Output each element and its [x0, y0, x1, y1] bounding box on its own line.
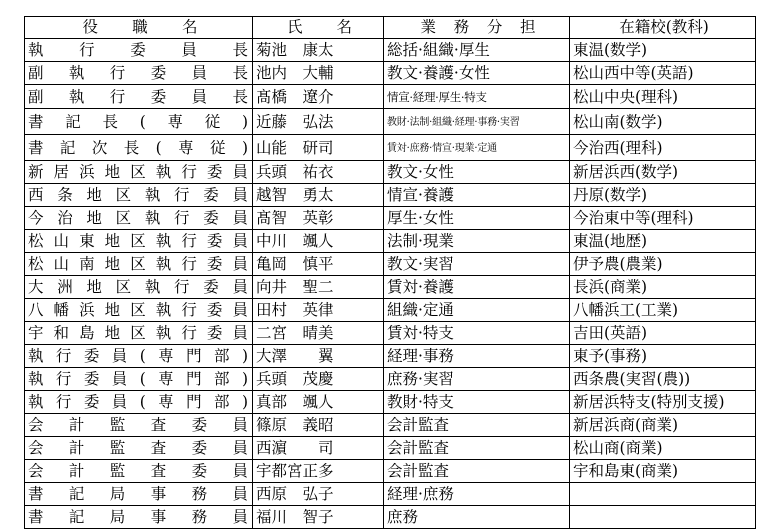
header-school-label: 在籍校(教科) — [619, 18, 709, 36]
table-row — [25, 85, 756, 109]
table-row — [25, 506, 756, 529]
duty-cell-text: 組織·定通 — [387, 301, 454, 319]
duty-cell-text: 会計監査 — [387, 462, 450, 480]
name-cell-text: 宇都宮正多 — [256, 462, 334, 480]
role-cell-text: 松山南地区執行委員 — [28, 255, 248, 273]
name-cell-text: 篠原 義昭 — [256, 416, 334, 434]
duty-cell — [384, 207, 570, 230]
school-cell — [570, 85, 756, 109]
role-cell — [25, 109, 253, 135]
school-cell — [570, 276, 756, 299]
duty-cell — [384, 135, 570, 161]
school-cell-text: 吉田(英語) — [573, 324, 648, 342]
role-cell — [25, 207, 253, 230]
duty-cell-text: 経理·事務 — [387, 347, 454, 365]
duty-cell-text: 会計監査 — [387, 416, 450, 434]
name-cell — [253, 460, 384, 483]
name-cell-text: 兵頭 茂慶 — [256, 370, 334, 388]
duty-cell-text: 教文·養護·女性 — [387, 64, 490, 82]
role-cell — [25, 483, 253, 506]
school-cell-text: 今治東中等(理科) — [573, 209, 694, 227]
name-cell-text: 髙智 英彰 — [256, 209, 334, 227]
table-row — [25, 299, 756, 322]
duty-cell-text: 賃対·庶務·情宣·現業·定通 — [387, 143, 497, 154]
name-cell — [253, 368, 384, 391]
name-cell-text: 福川 智子 — [256, 508, 334, 526]
school-cell-text: 松山西中等(英語) — [573, 64, 694, 82]
name-cell-text: 菊池 康太 — [256, 41, 334, 59]
school-cell-text: 宇和島東(商業) — [573, 462, 679, 480]
duty-cell-text: 教文·実習 — [387, 255, 454, 273]
name-cell-text: 近藤 弘法 — [256, 112, 334, 131]
duty-cell — [384, 109, 570, 135]
school-cell — [570, 322, 756, 345]
name-cell-text: 向井 聖二 — [256, 278, 334, 296]
school-cell-text: 今治西(理科) — [573, 138, 663, 157]
duty-cell-text: 情宣·養護 — [387, 186, 454, 204]
role-cell-text: 宇和島地区執行委員 — [28, 324, 248, 342]
name-cell — [253, 207, 384, 230]
duty-cell — [384, 506, 570, 529]
duty-cell-text: 賃対·養護 — [387, 278, 454, 296]
school-cell — [570, 460, 756, 483]
school-cell — [570, 483, 756, 506]
role-cell — [25, 230, 253, 253]
name-cell — [253, 230, 384, 253]
header-row — [25, 17, 756, 39]
duty-cell — [384, 184, 570, 207]
name-cell-text: 亀岡 慎平 — [256, 255, 334, 273]
name-cell-text: 二宮 晴美 — [256, 324, 334, 342]
duty-cell-text: 情宣·経理·厚生·特支 — [387, 90, 487, 104]
header-duty — [384, 17, 570, 39]
role-cell-text: 会計監査委員 — [28, 462, 248, 480]
role-cell-text: 西条地区執行委員 — [28, 186, 248, 204]
duty-cell — [384, 437, 570, 460]
school-cell — [570, 161, 756, 184]
name-cell — [253, 391, 384, 414]
table-row — [25, 39, 756, 62]
duty-cell-text: 賃対·特支 — [387, 324, 454, 342]
name-cell — [253, 506, 384, 529]
school-cell — [570, 39, 756, 62]
role-cell-text: 書記局事務員 — [28, 508, 248, 526]
name-cell-text: 中川 颯人 — [256, 232, 334, 250]
header-name-label: 氏名 — [287, 18, 352, 36]
duty-cell — [384, 299, 570, 322]
duty-cell — [384, 483, 570, 506]
duty-cell-text: 経理·庶務 — [387, 485, 454, 503]
school-cell-text: 長浜(商業) — [573, 278, 648, 296]
name-cell-text: 山能 研司 — [256, 138, 334, 157]
duty-cell-text: 厚生·女性 — [387, 209, 454, 227]
name-cell-text: 髙橋 遼介 — [256, 87, 334, 106]
role-cell — [25, 184, 253, 207]
role-cell-text: 今治地区執行委員 — [28, 209, 248, 227]
name-cell-text: 池内 大輔 — [256, 64, 334, 82]
duty-cell-text: 教財·特支 — [387, 393, 454, 411]
role-cell — [25, 62, 253, 85]
duty-cell — [384, 368, 570, 391]
duty-cell-text: 法制·現業 — [387, 232, 454, 250]
header-duty-label: 業務分担 — [420, 18, 536, 36]
duty-cell — [384, 322, 570, 345]
name-cell — [253, 85, 384, 109]
table-row — [25, 135, 756, 161]
duty-cell — [384, 460, 570, 483]
header-name — [253, 17, 384, 39]
duty-cell-text: 教財·法制·組織·経理·事務·実習 — [387, 117, 520, 128]
duty-cell — [384, 161, 570, 184]
table-body — [25, 39, 756, 529]
name-cell — [253, 414, 384, 437]
header-role — [25, 17, 253, 39]
duty-cell — [384, 276, 570, 299]
duty-cell — [384, 253, 570, 276]
school-cell — [570, 184, 756, 207]
school-cell — [570, 437, 756, 460]
table-row — [25, 109, 756, 135]
name-cell-text: 越智 勇太 — [256, 186, 334, 204]
role-cell — [25, 460, 253, 483]
school-cell-text: 新居浜西(数学) — [573, 163, 679, 181]
school-cell — [570, 207, 756, 230]
duty-cell-text: 会計監査 — [387, 439, 450, 457]
duty-cell-text: 総括·組織·厚生 — [387, 41, 490, 59]
table-row — [25, 460, 756, 483]
duty-cell — [384, 39, 570, 62]
role-cell-text: 松山東地区執行委員 — [28, 232, 248, 250]
role-cell — [25, 161, 253, 184]
role-cell-text: 執行委員(専門部) — [28, 370, 248, 388]
role-cell — [25, 39, 253, 62]
name-cell — [253, 39, 384, 62]
role-cell — [25, 368, 253, 391]
name-cell — [253, 135, 384, 161]
name-cell-text: 田村 英律 — [256, 301, 334, 319]
role-cell-text: 執行委員(専門部) — [28, 347, 248, 365]
school-cell-text: 丹原(数学) — [573, 186, 648, 204]
school-cell-text: 新居浜特支(特別支援) — [573, 393, 725, 411]
table-row — [25, 368, 756, 391]
school-cell-text: 松山中央(理科) — [573, 87, 679, 106]
role-cell-text: 書記次長(専従) — [28, 138, 248, 157]
role-cell-text: 八幡浜地区執行委員 — [28, 301, 248, 319]
role-cell — [25, 345, 253, 368]
name-cell — [253, 483, 384, 506]
school-cell-text: 西条農(実習(農)) — [573, 370, 691, 388]
role-cell-text: 会計監査委員 — [28, 416, 248, 434]
role-cell-text: 大洲地区執行委員 — [28, 278, 248, 296]
duty-cell — [384, 85, 570, 109]
role-cell-text: 副執行委員長 — [28, 87, 248, 106]
role-cell-text: 執行委員長 — [28, 41, 248, 59]
header-school — [570, 17, 756, 39]
school-cell — [570, 391, 756, 414]
role-cell — [25, 391, 253, 414]
name-cell-text: 真部 颯人 — [256, 393, 334, 411]
role-cell — [25, 437, 253, 460]
officer-roster-table — [24, 16, 756, 529]
table-row — [25, 483, 756, 506]
table-row — [25, 230, 756, 253]
table-row — [25, 391, 756, 414]
school-cell-text: 松山商(商業) — [573, 439, 663, 457]
name-cell-text: 西原 弘子 — [256, 485, 334, 503]
role-cell — [25, 85, 253, 109]
name-cell — [253, 62, 384, 85]
table-row — [25, 207, 756, 230]
duty-cell-text: 教文·女性 — [387, 163, 454, 181]
school-cell — [570, 506, 756, 529]
table-row — [25, 414, 756, 437]
school-cell-text: 新居浜商(商業) — [573, 416, 679, 434]
role-cell — [25, 276, 253, 299]
name-cell — [253, 276, 384, 299]
table-row — [25, 345, 756, 368]
table-row — [25, 62, 756, 85]
school-cell-text: 八幡浜工(工業) — [573, 301, 679, 319]
duty-cell — [384, 414, 570, 437]
school-cell — [570, 414, 756, 437]
school-cell — [570, 109, 756, 135]
table-row — [25, 276, 756, 299]
name-cell — [253, 322, 384, 345]
role-cell — [25, 414, 253, 437]
school-cell-text: 東温(地歴) — [573, 232, 648, 250]
table-row — [25, 184, 756, 207]
role-cell-text: 新居浜地区執行委員 — [28, 163, 248, 181]
school-cell — [570, 253, 756, 276]
duty-cell — [384, 62, 570, 85]
table-row — [25, 253, 756, 276]
name-cell — [253, 184, 384, 207]
name-cell — [253, 161, 384, 184]
school-cell — [570, 230, 756, 253]
duty-cell-text: 庶務·実習 — [387, 370, 454, 388]
name-cell — [253, 345, 384, 368]
role-cell-text: 副執行委員長 — [28, 64, 248, 82]
table-row — [25, 161, 756, 184]
school-cell — [570, 135, 756, 161]
school-cell-text: 松山南(数学) — [573, 112, 663, 131]
role-cell — [25, 506, 253, 529]
name-cell — [253, 437, 384, 460]
role-cell-text: 書記長(専従) — [28, 112, 248, 131]
name-cell — [253, 109, 384, 135]
school-cell — [570, 368, 756, 391]
school-cell-text: 東予(事務) — [573, 347, 648, 365]
duty-cell-text: 庶務 — [387, 508, 419, 526]
role-cell — [25, 322, 253, 345]
school-cell — [570, 345, 756, 368]
name-cell — [253, 299, 384, 322]
duty-cell — [384, 345, 570, 368]
school-cell-text: 東温(数学) — [573, 41, 648, 59]
table-row — [25, 437, 756, 460]
school-cell — [570, 299, 756, 322]
role-cell-text: 執行委員(専門部) — [28, 393, 248, 411]
name-cell-text: 大澤 翼 — [256, 347, 334, 365]
table-header — [25, 17, 756, 39]
role-cell-text: 会計監査委員 — [28, 439, 248, 457]
role-cell — [25, 299, 253, 322]
duty-cell — [384, 230, 570, 253]
header-role-label: 役職名 — [82, 18, 198, 36]
name-cell-text: 西濵 司 — [256, 439, 334, 457]
school-cell — [570, 62, 756, 85]
role-cell — [25, 135, 253, 161]
role-cell — [25, 253, 253, 276]
role-cell-text: 書記局事務員 — [28, 485, 248, 503]
name-cell — [253, 253, 384, 276]
table-row — [25, 322, 756, 345]
school-cell-text: 伊予農(農業) — [573, 255, 663, 273]
duty-cell — [384, 391, 570, 414]
name-cell-text: 兵頭 祐衣 — [256, 163, 334, 181]
